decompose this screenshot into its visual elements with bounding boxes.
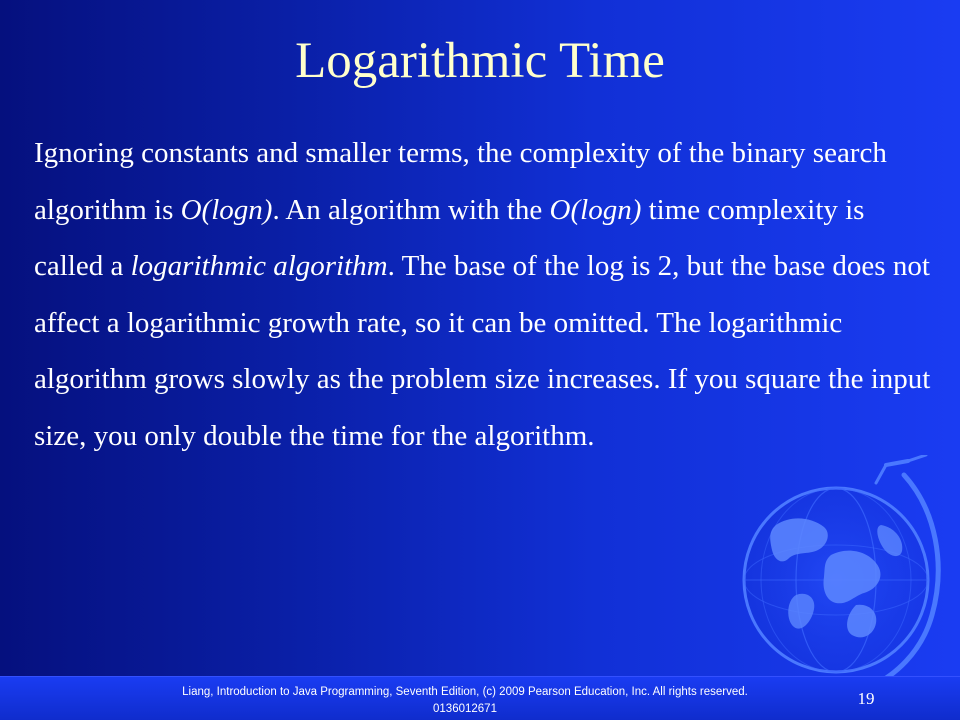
body-text-segment: . An algorithm with the bbox=[272, 193, 550, 226]
page-number: 19 bbox=[857, 689, 875, 708]
body-text-segment: . The base of the log is 2, but the base does not affect a logarithmic growth rate, so it can be omitted. The logarithmic algorithm grows slowly as the problem size increases. If you square the input size, you only double the time for the algorithm. bbox=[34, 250, 931, 452]
body-italic-segment: O(logn) bbox=[549, 193, 642, 226]
footer-copyright: Liang, Introduction to Java Programming, Seventh Edition, (c) 2009 Pearson Education, Inc. All rights reserved. 0136012671 bbox=[182, 686, 748, 715]
body-italic-segment: O(logn) bbox=[180, 193, 273, 226]
body-italic-segment: logarithmic algorithm bbox=[130, 250, 388, 283]
slide-title: Logarithmic Time bbox=[295, 33, 665, 89]
body-text-segment: Ignoring constants and smaller terms, the complexity of the binary search algorithm is bbox=[34, 137, 887, 226]
body-text-segment: time complexity is called a bbox=[34, 193, 865, 283]
body-paragraph bbox=[34, 125, 934, 465]
globe-icon bbox=[736, 455, 960, 700]
